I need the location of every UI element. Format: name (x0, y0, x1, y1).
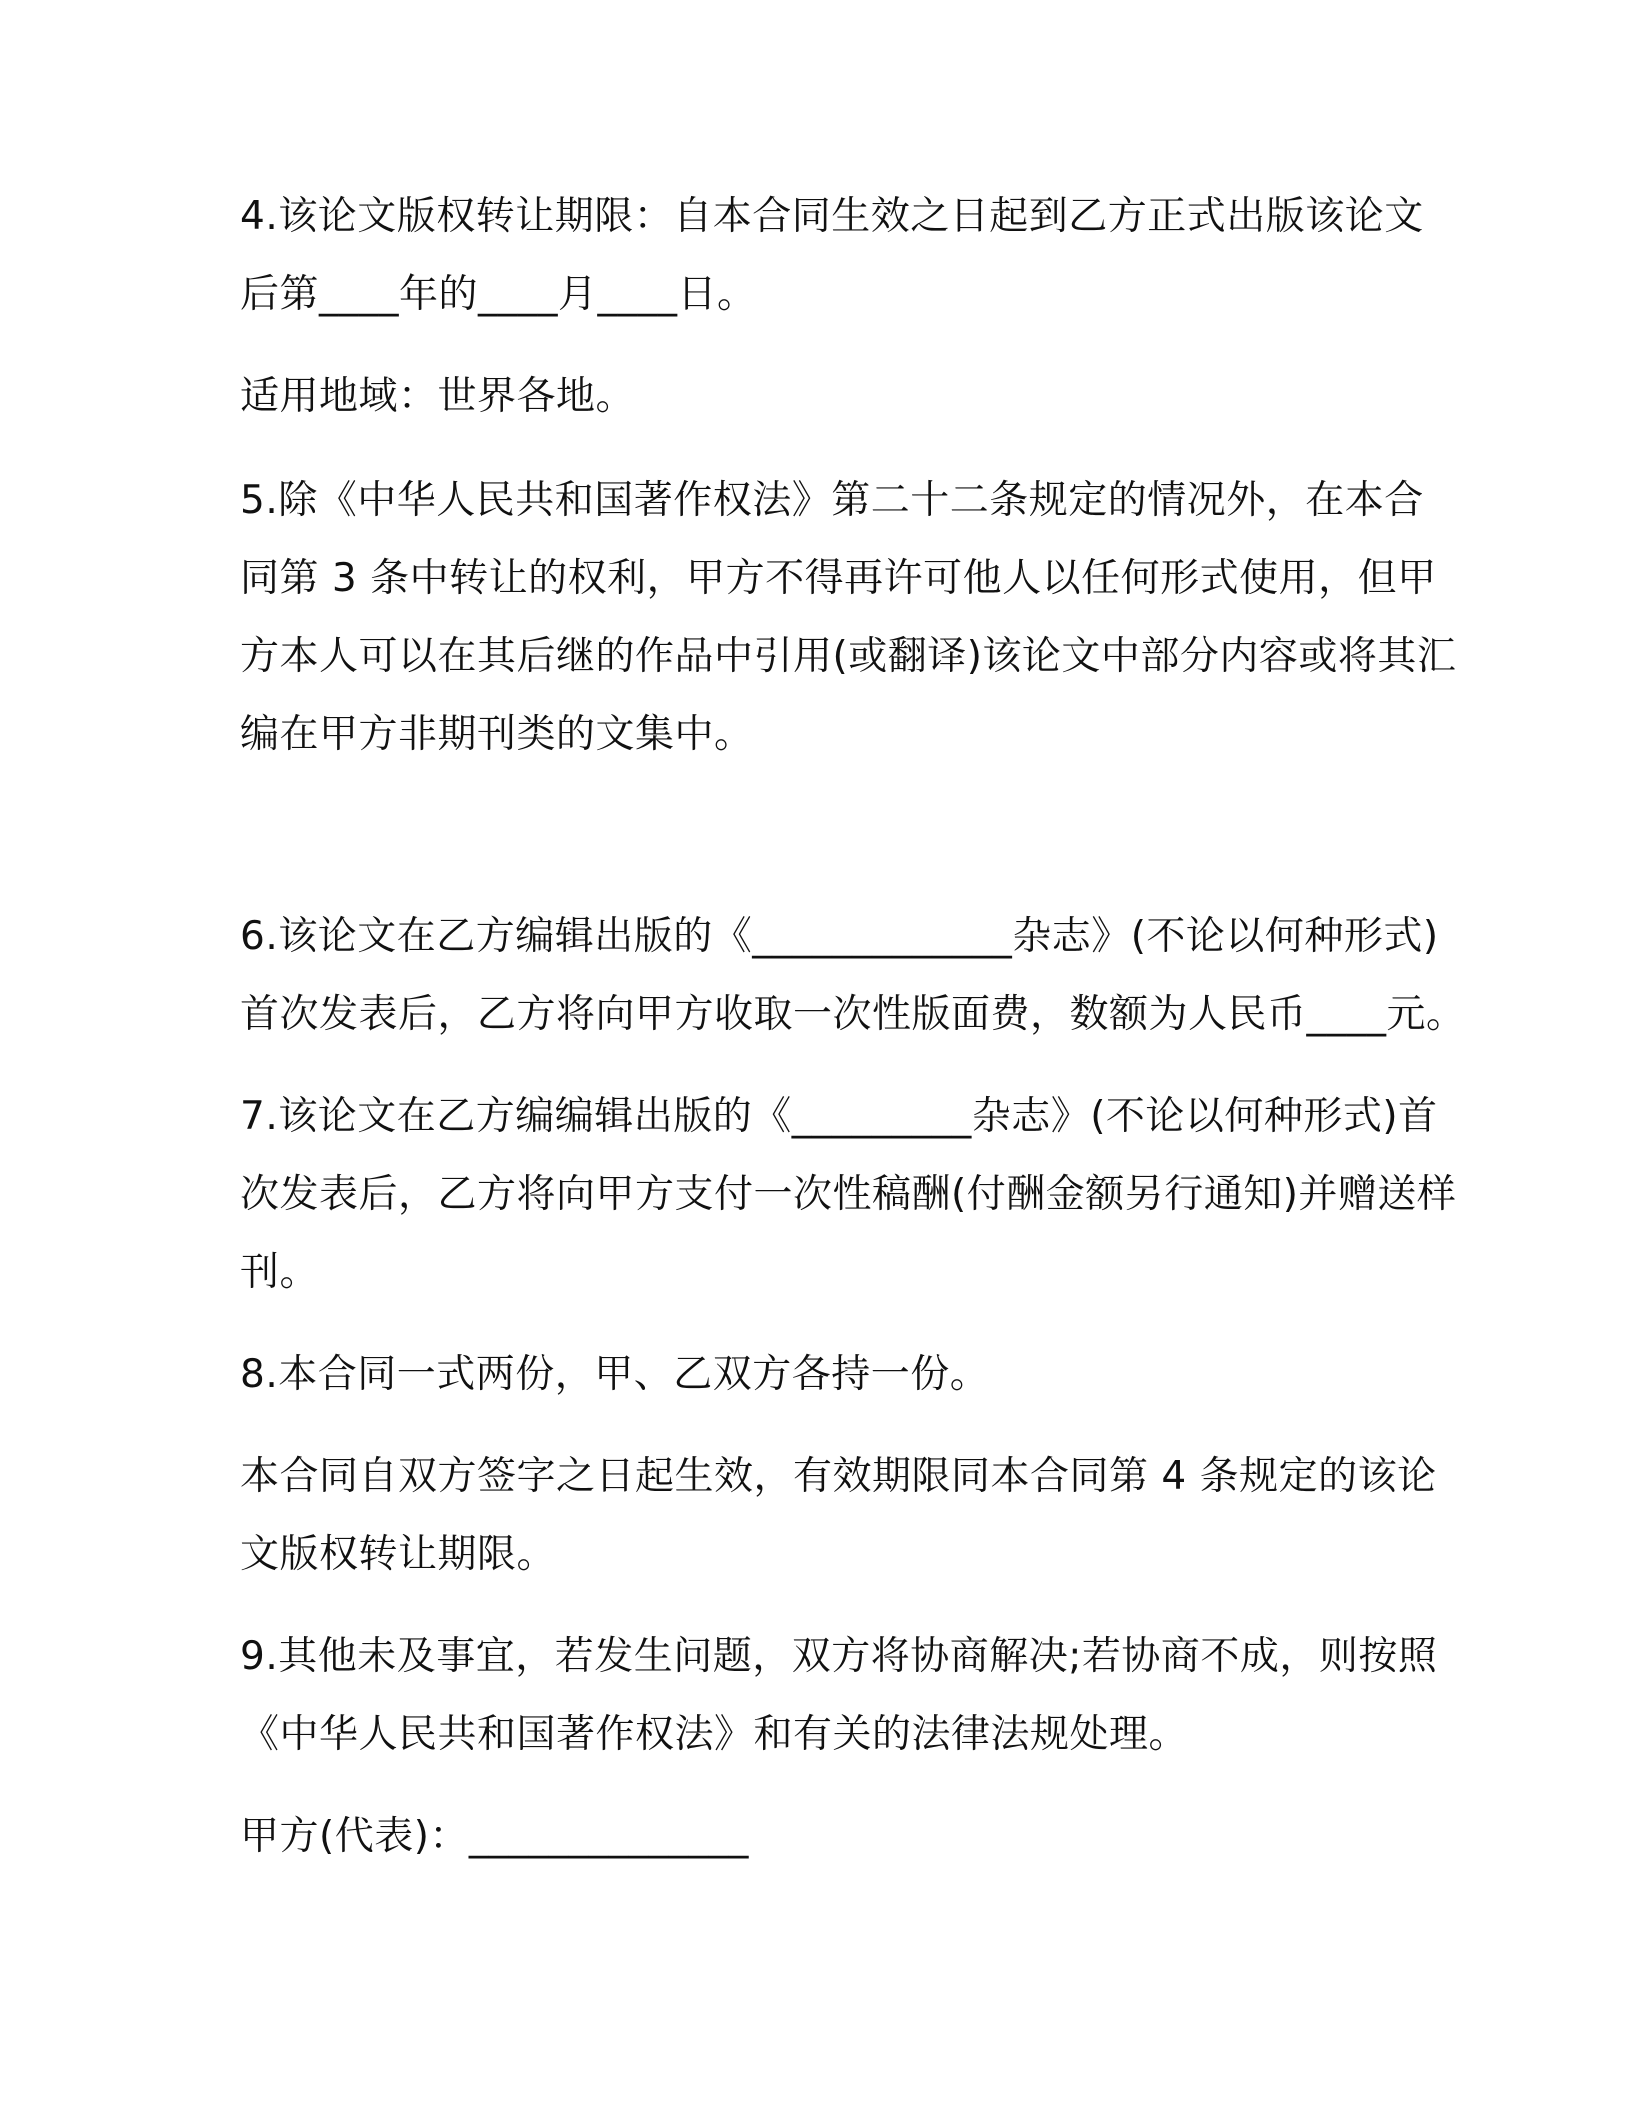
text-line: 甲方(代表)：______________ (240, 1814, 749, 1859)
text-line: 编在甲方非期刊类的文集中。 (240, 712, 754, 757)
effective-paragraph (240, 1438, 1437, 1594)
text-line: 7.该论文在乙方编编辑出版的《_________杂志》(不论以何种形式)首 (240, 1094, 1438, 1139)
text-line: 方本人可以在其后继的作品中引用(或翻译)该论文中部分内容或将其汇 (240, 634, 1457, 679)
clause-5-paragraph (240, 462, 1457, 774)
clause-7-paragraph (240, 1078, 1457, 1312)
text-line: 9.其他未及事宜，若发生问题，双方将协商解决;若协商不成，则按照 (240, 1634, 1438, 1679)
text-line: 5.除《中华人民共和国著作权法》第二十二条规定的情况外，在本合 (240, 478, 1424, 523)
text-line: 本合同自双方签字之日起生效，有效期限同本合同第 4 条规定的该论 (240, 1454, 1437, 1499)
region-paragraph (240, 358, 1400, 436)
text-line: 文版权转让期限。 (240, 1532, 557, 1577)
text-line: 6.该论文在乙方编辑出版的《_____________杂志》(不论以何种形式) (240, 914, 1439, 959)
text-line: 后第____年的____月____日。 (240, 272, 757, 317)
clause-8-paragraph (240, 1336, 1400, 1414)
text-line: 4.该论文版权转让期限：自本合同生效之日起到乙方正式出版该论文 (240, 194, 1424, 239)
text-line: 首次发表后，乙方将向甲方收取一次性版面费，数额为人民币____元。 (240, 992, 1466, 1037)
text-line: 适用地域：世界各地。 (240, 374, 636, 419)
text-line: 同第 3 条中转让的权利，甲方不得再许可他人以任何形式使用，但甲 (240, 556, 1437, 601)
party-a-signature-line (240, 1798, 1400, 1876)
text-line: 刊。 (240, 1250, 320, 1295)
clause-4-paragraph (240, 178, 1424, 334)
text-line: 8.本合同一式两份，甲、乙双方各持一份。 (240, 1352, 990, 1397)
text-line: 《中华人民共和国著作权法》和有关的法律法规处理。 (240, 1712, 1189, 1757)
text-line: 次发表后，乙方将向甲方支付一次性稿酬(付酬金额另行通知)并赠送样 (240, 1172, 1457, 1217)
clause-6-paragraph (240, 898, 1466, 1054)
clause-9-paragraph (240, 1618, 1438, 1774)
